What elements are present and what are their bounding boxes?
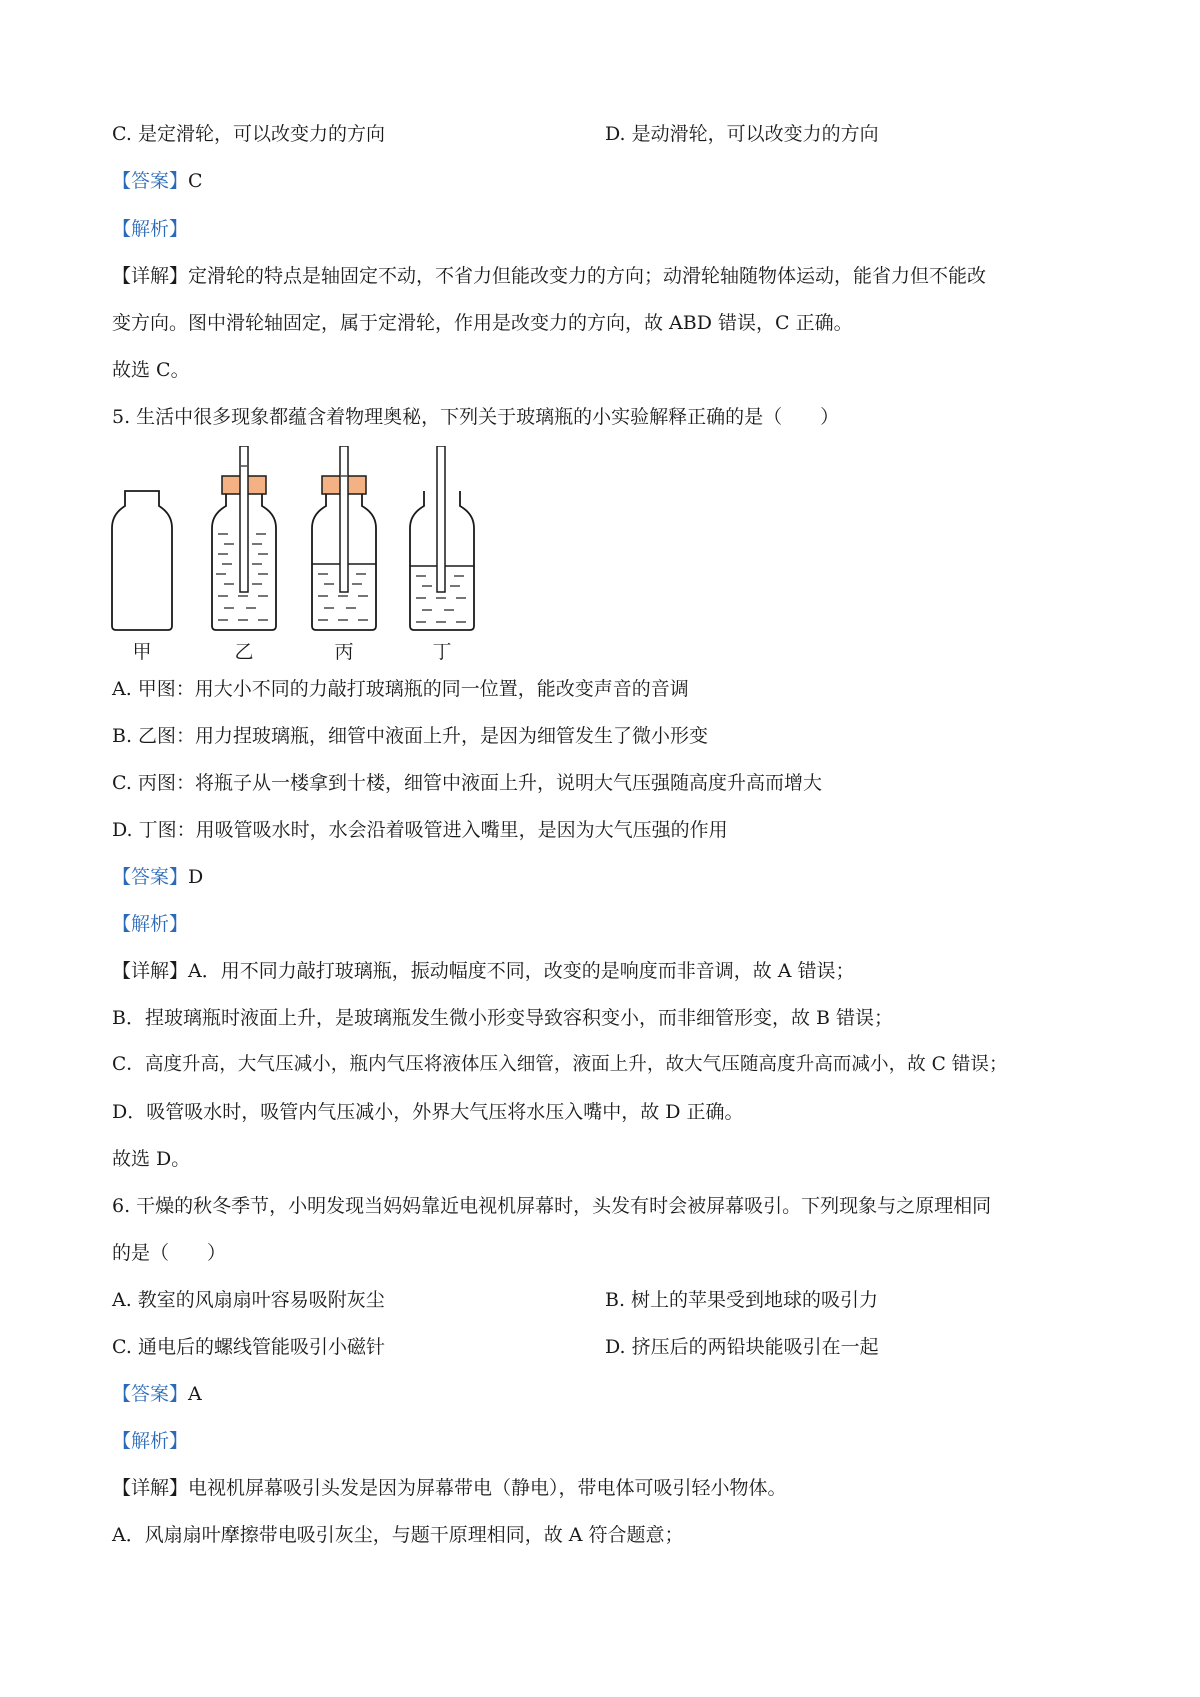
q6-option-a: A. 教室的风扇扇叶容易吸附灰尘 [112,1289,385,1311]
answer-value: A [188,1383,202,1405]
label-bing: 丙 [334,641,354,663]
q6-detail-a: A．风扇扇叶摩擦带电吸引灰尘，与题干原理相同，故 A 符合题意； [112,1524,684,1546]
q6-option-b: B. 树上的苹果受到地球的吸引力 [605,1289,879,1311]
q5-conclusion: 故选 D。 [112,1148,191,1170]
q5-detail-a [112,958,855,984]
bottle-ding [410,446,474,630]
q6-option-c: C. 通电后的螺线管能吸引小磁针 [112,1336,385,1358]
answer-tag: 【答案】 [112,170,189,192]
bottle-yi [212,446,276,630]
q5-detail-d: D．吸管吸水时，吸管内气压减小，外界大气压将水压入嘴中，故 D 正确。 [112,1101,744,1123]
q5-option-b: B. 乙图：用力捏玻璃瓶，细管中液面上升，是因为细管发生了微小形变 [112,725,709,747]
q5-option-d: D. 丁图：用吸管吸水时，水会沿着吸管进入嘴里，是因为大气压强的作用 [112,819,728,841]
q4-conclusion: 故选 C。 [112,359,190,381]
q6-detail-1 [112,1475,787,1501]
q5-option-a: A. 甲图：用大小不同的力敲打玻璃瓶的同一位置，能改变声音的音调 [112,678,689,700]
label-ding: 丁 [432,641,452,663]
detail-tag: 【详解】 [112,1477,189,1499]
label-jia: 甲 [132,641,152,663]
bottle-figure [100,446,500,676]
answer-tag: 【答案】 [112,866,189,888]
q5-detail-b: B．捏玻璃瓶时液面上升，是玻璃瓶发生微小形变导致容积变小，而非细管形变，故 B 错误； [112,1007,894,1029]
bottle-jia [112,491,172,630]
q4-detail-2: 变方向。图中滑轮轴固定，属于定滑轮，作用是改变力的方向，故 ABD 错误，C 正确。 [112,312,853,334]
detail-tag: 【详解】 [112,960,189,982]
q5-question: 5. 生活中很多现象都蕴含着物理奥秘，下列关于玻璃瓶的小实验解释正确的是（ ） [112,406,840,428]
q6-analysis-tag [112,1428,188,1454]
q4-detail-1 [112,263,986,289]
bottle-bing [312,446,376,630]
q6-answer-line [112,1381,202,1407]
q6-question-1: 6. 干燥的秋冬季节，小明发现当妈妈靠近电视机屏幕时，头发有时会被屏幕吸引。下列现象与之原理相同 [112,1195,992,1217]
q6-option-d: D. 挤压后的两铅块能吸引在一起 [605,1336,879,1358]
detail-text: 定滑轮的特点是轴固定不动，不省力但能改变力的方向；动滑轮轴随物体运动，能省力但不能改 [188,265,987,287]
analysis-tag: 【解析】 [112,913,189,935]
q4-option-d: D. 是动滑轮，可以改变力的方向 [605,123,879,145]
label-yi: 乙 [234,641,254,663]
q5-analysis-tag [112,911,188,937]
q4-answer-line [112,168,203,194]
q5-detail-c: C．高度升高，大气压减小，瓶内气压将液体压入细管，液面上升，故大气压随高度升高而减小，故 C 错误； [112,1054,1008,1075]
detail-text: 电视机屏幕吸引头发是因为屏幕带电（静电），带电体可吸引轻小物体。 [188,1477,787,1499]
detail-text: A．用不同力敲打玻璃瓶，振动幅度不同，改变的是响度而非音调，故 A 错误； [188,960,855,982]
q5-option-c: C. 丙图：将瓶子从一楼拿到十楼，细管中液面上升，说明大气压强随高度升高而增大 [112,772,822,794]
answer-value: D [188,866,204,888]
detail-tag: 【详解】 [112,265,189,287]
q6-question-2: 的是（ ） [112,1242,227,1264]
analysis-tag: 【解析】 [112,1430,189,1452]
answer-tag: 【答案】 [112,1383,189,1405]
q5-answer-line [112,864,203,890]
q4-analysis-tag [112,216,188,242]
analysis-tag: 【解析】 [112,218,189,240]
q4-option-c: C. 是定滑轮，可以改变力的方向 [112,123,385,145]
answer-value: C [188,170,203,192]
